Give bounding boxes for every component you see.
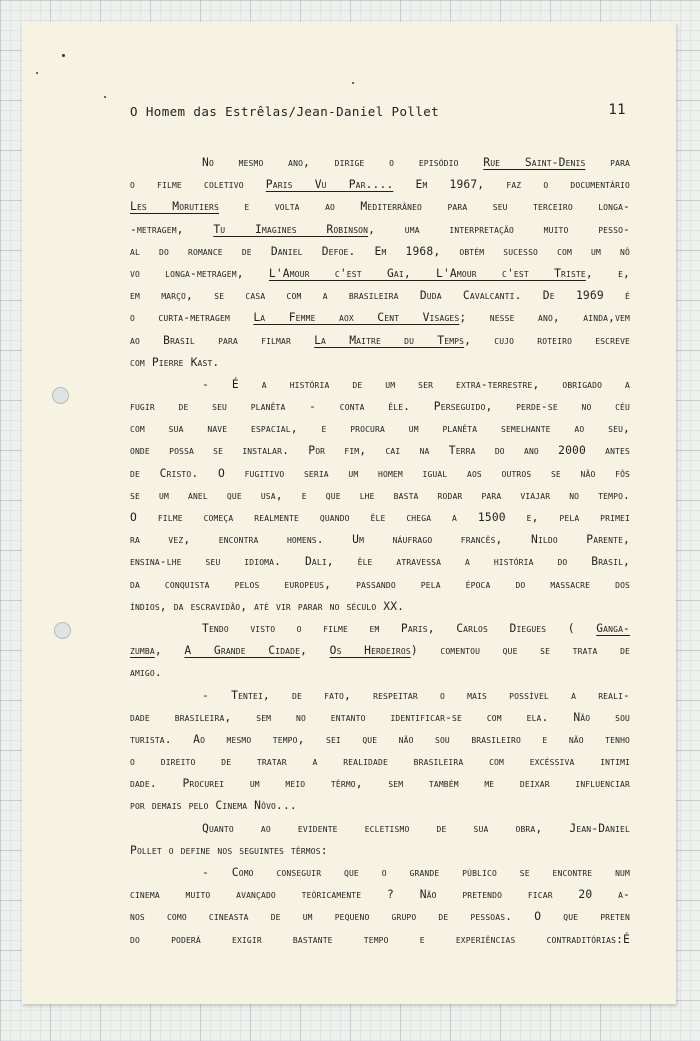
text-line	[130, 618, 630, 640]
text-line	[130, 507, 630, 529]
text-line	[130, 463, 630, 485]
text-segment: Tendo visto o filme em Paris, Carlos Diegues (	[202, 621, 597, 635]
text-segment: ensina-lhe seu idioma. Dali, êle atravessa a história do Brasil,	[130, 555, 630, 569]
text-line	[130, 529, 630, 551]
text-line	[130, 263, 630, 285]
underlined-title: L'Amour c'est Gai, L'Amour c'est Triste	[268, 266, 586, 280]
text-segment: vo longa-metragem,	[130, 266, 269, 280]
text-segment: fugir de seu planêta - conta êle. Perseguido, perde-se no céu	[130, 400, 630, 414]
underlined-title: zumba	[130, 644, 155, 658]
text-segment: índios, da escravidão, até vir parar no século XX.	[130, 599, 405, 613]
text-line	[130, 241, 630, 263]
text-segment: - É a história de um ser extra-terrestre, obrigado a	[202, 377, 630, 391]
text-segment: , e,	[585, 266, 630, 280]
text-segment: onde possa se instalar. Por fim, cai na Terra do ano 2000 antes	[130, 444, 630, 458]
text-segment: ao Brasil para filmar	[130, 333, 315, 347]
text-line	[130, 729, 630, 751]
text-line	[130, 396, 630, 418]
text-segment: dade brasileira, sem no entanto identificar-se com ela. Não sou	[130, 710, 630, 724]
binder-hole	[52, 387, 69, 404]
ink-speck	[36, 72, 38, 74]
text-line	[130, 307, 630, 329]
text-segment: Pollet o define nos seguintes têrmos:	[130, 843, 328, 857]
text-segment: por demais pelo Cinema Nôvo...	[130, 799, 297, 813]
underlined-title: Os Herdeiros	[329, 644, 411, 658]
text-segment: - Como conseguir que o grande público se encontre num	[202, 866, 630, 879]
ink-speck	[62, 54, 65, 57]
text-line	[130, 884, 630, 906]
text-line	[130, 418, 630, 440]
text-line	[130, 596, 630, 618]
body-text	[130, 152, 630, 951]
text-line	[130, 862, 630, 884]
text-line	[130, 662, 630, 684]
text-segment: ,	[154, 644, 185, 658]
text-line	[130, 174, 630, 196]
page-number: 11	[608, 102, 626, 118]
typed-page	[22, 22, 676, 1004]
text-segment: -metragem,	[130, 222, 214, 236]
text-segment: ra vez, encontra homens. Um náufrago francês, Nildo Parente,	[130, 533, 630, 547]
text-line	[130, 219, 630, 241]
text-line	[130, 640, 630, 662]
underlined-title: La Femme aox Cent Visages	[253, 311, 460, 325]
underlined-title: Paris Vu Par....	[265, 178, 394, 192]
underlined-title: A Grande Cidade	[184, 644, 301, 658]
text-line	[130, 485, 630, 507]
text-line	[130, 352, 630, 374]
text-line	[130, 751, 630, 773]
text-segment: ,	[300, 644, 330, 658]
underlined-title: Tu Imagines Robinson	[213, 222, 369, 236]
text-line	[130, 285, 630, 307]
text-segment: No mesmo ano, dirige o episódio	[202, 156, 484, 169]
text-segment: da conquista pelos europeus, passando pela época do massacre dos	[130, 577, 630, 591]
text-line	[130, 330, 630, 352]
running-title: O Homem das Estrêlas/Jean-Daniel Pollet	[130, 104, 440, 119]
text-segment: em março, se casa com a brasileira Duda Cavalcanti. De 1969 é	[130, 289, 630, 303]
text-segment: ; nesse ano, ainda,vem	[459, 311, 630, 325]
ink-speck	[104, 96, 106, 98]
text-segment: com Pierre Kast.	[130, 355, 220, 369]
page-header	[130, 104, 630, 124]
text-segment: o direito de tratar a realidade brasileira com excéssiva intimi	[130, 755, 630, 769]
text-segment: se um anel que usa, e que lhe basta rodar para viajar no tempo.	[130, 488, 630, 502]
text-line	[130, 906, 630, 928]
text-line	[130, 196, 630, 218]
text-line	[130, 440, 630, 462]
underlined-title: La Maitre du Temps	[314, 333, 465, 347]
text-segment: - Tentei, de fato, respeitar o mais possível a reali-	[202, 688, 630, 702]
underlined-title: Ganga-	[596, 621, 630, 635]
text-line	[130, 795, 630, 817]
underlined-title: Les Morutiers	[130, 200, 219, 214]
text-segment: Em 1967, faz o documentário	[393, 178, 630, 192]
text-segment: o filme coletivo	[130, 178, 266, 192]
text-line	[130, 551, 630, 573]
text-line	[130, 840, 630, 862]
text-segment: O filme começa realmente quando êle chega a 1500 e, pela primei	[130, 511, 630, 524]
text-line	[130, 707, 630, 729]
ink-speck	[352, 82, 354, 84]
text-segment: Quanto ao evidente ecletismo de sua obra, Jean-Daniel	[202, 821, 630, 835]
text-segment: al do romance de Daniel Defoe. Em 1968, obtém sucesso com um nô	[130, 244, 630, 258]
text-segment: ) comentou que se trata de	[410, 644, 630, 658]
text-line	[130, 152, 630, 174]
text-segment: amigo.	[130, 666, 162, 680]
text-segment: para	[585, 156, 630, 169]
text-segment: dade. Procurei um meio têrmo, sem também me deixar influenciar	[130, 777, 630, 791]
text-segment: , cujo roteiro escreve	[464, 333, 630, 347]
text-segment: nos como cineasta de um pequeno grupo de pessoas. O que preten	[130, 910, 630, 924]
text-line	[130, 773, 630, 795]
text-segment: , uma interpretação muito pesso-	[368, 222, 630, 236]
text-segment: do poderá exigir bastante tempo e experiências contraditórias:É	[130, 932, 630, 946]
text-segment: e volta ao Mediterrâneo para seu terceiro longa-	[219, 200, 630, 214]
text-segment: o curta-metragem	[130, 311, 254, 325]
binder-hole	[54, 622, 71, 639]
text-segment: de Cristo. O fugitivo seria um homem igual aos outros se não fôs	[130, 466, 630, 480]
text-line	[130, 374, 630, 396]
text-line	[130, 574, 630, 596]
text-line	[130, 929, 630, 951]
text-segment: com sua nave espacial, e procura um planêta semelhante ao seu,	[130, 422, 630, 436]
text-line	[130, 818, 630, 840]
underlined-title: Rue Saint-Denis	[483, 156, 586, 169]
text-segment: cinema muito avançado teòricamente ? Não pretendo ficar 20 a-	[130, 888, 630, 902]
text-line	[130, 685, 630, 707]
text-segment: turista. Ao mesmo tempo, sei que não sou brasileiro e não tenho	[130, 732, 630, 746]
